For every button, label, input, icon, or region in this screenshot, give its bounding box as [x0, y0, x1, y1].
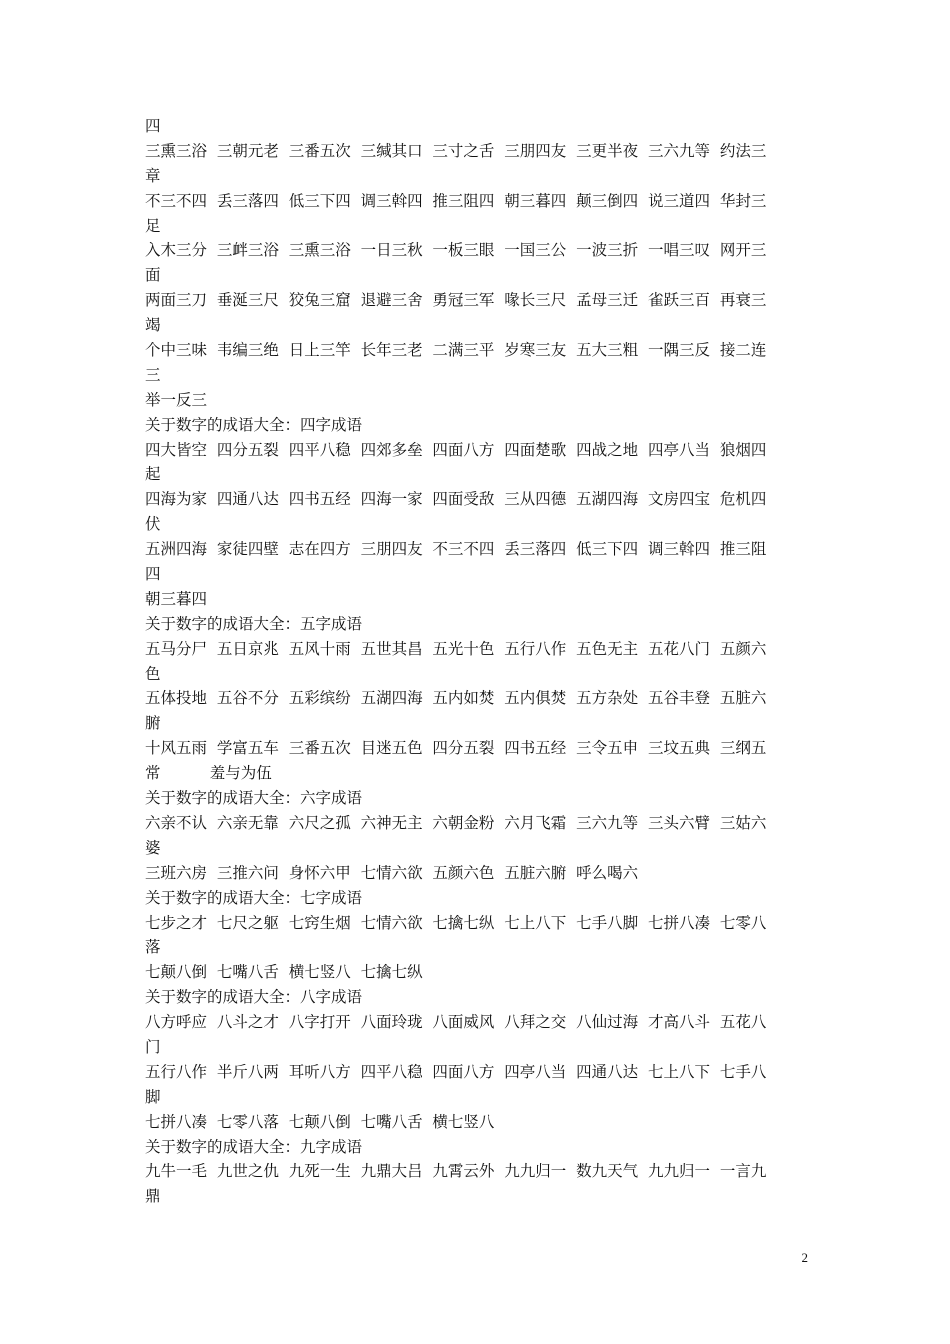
section-heading: 关于数字的成语大全：六字成语 [145, 789, 363, 808]
page-number: 2 [801, 1250, 808, 1265]
text-line: 九牛一毛 九世之仇 九死一生 九鼎大吕 九霄云外 九九归一 数九天气 九九归一 一言九 [145, 1162, 767, 1181]
text-line: 脚 [145, 1087, 161, 1106]
text-line: 常 羞与为伍 [145, 764, 272, 783]
text-line: 入木三分 三衅三浴 三熏三浴 一日三秋 一板三眼 一国三公 一波三折 一唱三叹 网开三 [145, 241, 767, 260]
text-line: 七拼八凑 七零八落 七颠八倒 七嘴八舌 横七竖八 [145, 1112, 495, 1131]
text-line: 六亲不认 六亲无靠 六尺之孤 六神无主 六朝金粉 六月飞霜 三六九等 三头六臂 三姑六 [145, 813, 767, 832]
text-line: 五洲四海 家徒四壁 志在四方 三朋四友 不三不四 丢三落四 低三下四 调三斡四 推三阻 [145, 540, 767, 559]
text-line: 四 [145, 565, 161, 584]
text-line: 个中三味 韦编三绝 日上三竿 长年三老 二满三平 岁寒三友 五大三粗 一隅三反 接二连 [145, 341, 767, 360]
text-line: 鼎 [145, 1187, 161, 1206]
text-line: 朝三暮四 [145, 589, 208, 608]
text-line: 竭 [145, 316, 161, 335]
text-line: 五行八作 半斤八两 耳听八方 四平八稳 四面八方 四亭八当 四通八达 七上八下 七手八 [145, 1062, 767, 1081]
text-line: 足 [145, 216, 161, 235]
text-line: 色 [145, 664, 161, 683]
text-line: 五马分尸 五日京兆 五风十雨 五世其昌 五光十色 五行八作 五色无主 五花八门 五颜六 [145, 639, 767, 658]
text-line: 起 [145, 465, 161, 484]
document-body [145, 114, 815, 1209]
text-line: 四 [145, 117, 161, 135]
text-line: 两面三刀 垂涎三尺 狡兔三窟 退避三舍 勇冠三军 喙长三尺 孟母三迁 雀跃三百 再衰三 [145, 291, 767, 310]
text-line: 腑 [145, 714, 161, 733]
section-heading: 关于数字的成语大全：四字成语 [145, 415, 363, 434]
text-line: 门 [145, 1037, 161, 1056]
text-line: 四海为家 四通八达 四书五经 四海一家 四面受敌 三从四德 五湖四海 文房四宝 危机四 [145, 490, 767, 509]
text-line: 八方呼应 八斗之才 八字打开 八面玲珑 八面威风 八拜之交 八仙过海 才高八斗 五花八 [145, 1013, 767, 1032]
text-line: 七颠八倒 七嘴八舌 横七竖八 七擒七纵 [145, 963, 423, 982]
text-line: 三熏三浴 三朝元老 三番五次 三缄其口 三寸之舌 三朋四友 三更半夜 三六九等 约法三 [145, 141, 767, 160]
text-line: 四大皆空 四分五裂 四平八稳 四郊多垒 四面八方 四面楚歌 四战之地 四亭八当 狼烟四 [145, 440, 767, 459]
text-line: 举一反三 [145, 390, 208, 409]
text-line: 七步之才 七尺之躯 七窍生烟 七情六欲 七擒七纵 七上八下 七手八脚 七拼八凑 七零八 [145, 913, 767, 932]
text-line: 十风五雨 学富五车 三番五次 目迷五色 四分五裂 四书五经 三令五申 三坟五典 三纲五 [145, 739, 767, 758]
text-line: 章 [145, 166, 161, 185]
text-line: 三 [145, 365, 161, 384]
text-line: 婆 [145, 838, 161, 857]
text-line: 三班六房 三推六问 身怀六甲 七情六欲 五颜六色 五脏六腑 呼么喝六 [145, 863, 639, 882]
section-heading: 关于数字的成语大全：九字成语 [145, 1137, 363, 1156]
text-line: 不三不四 丢三落四 低三下四 调三斡四 推三阻四 朝三暮四 颠三倒四 说三道四 华封三 [145, 191, 767, 210]
text-line: 伏 [145, 515, 161, 534]
text-line: 五体投地 五谷不分 五彩缤纷 五湖四海 五内如焚 五内俱焚 五方杂处 五谷丰登 五脏六 [145, 689, 767, 708]
text-line: 落 [145, 938, 161, 957]
text-line: 面 [145, 266, 161, 285]
section-heading: 关于数字的成语大全：七字成语 [145, 888, 363, 907]
section-heading: 关于数字的成语大全：八字成语 [145, 988, 363, 1007]
section-heading: 关于数字的成语大全：五字成语 [145, 614, 363, 633]
